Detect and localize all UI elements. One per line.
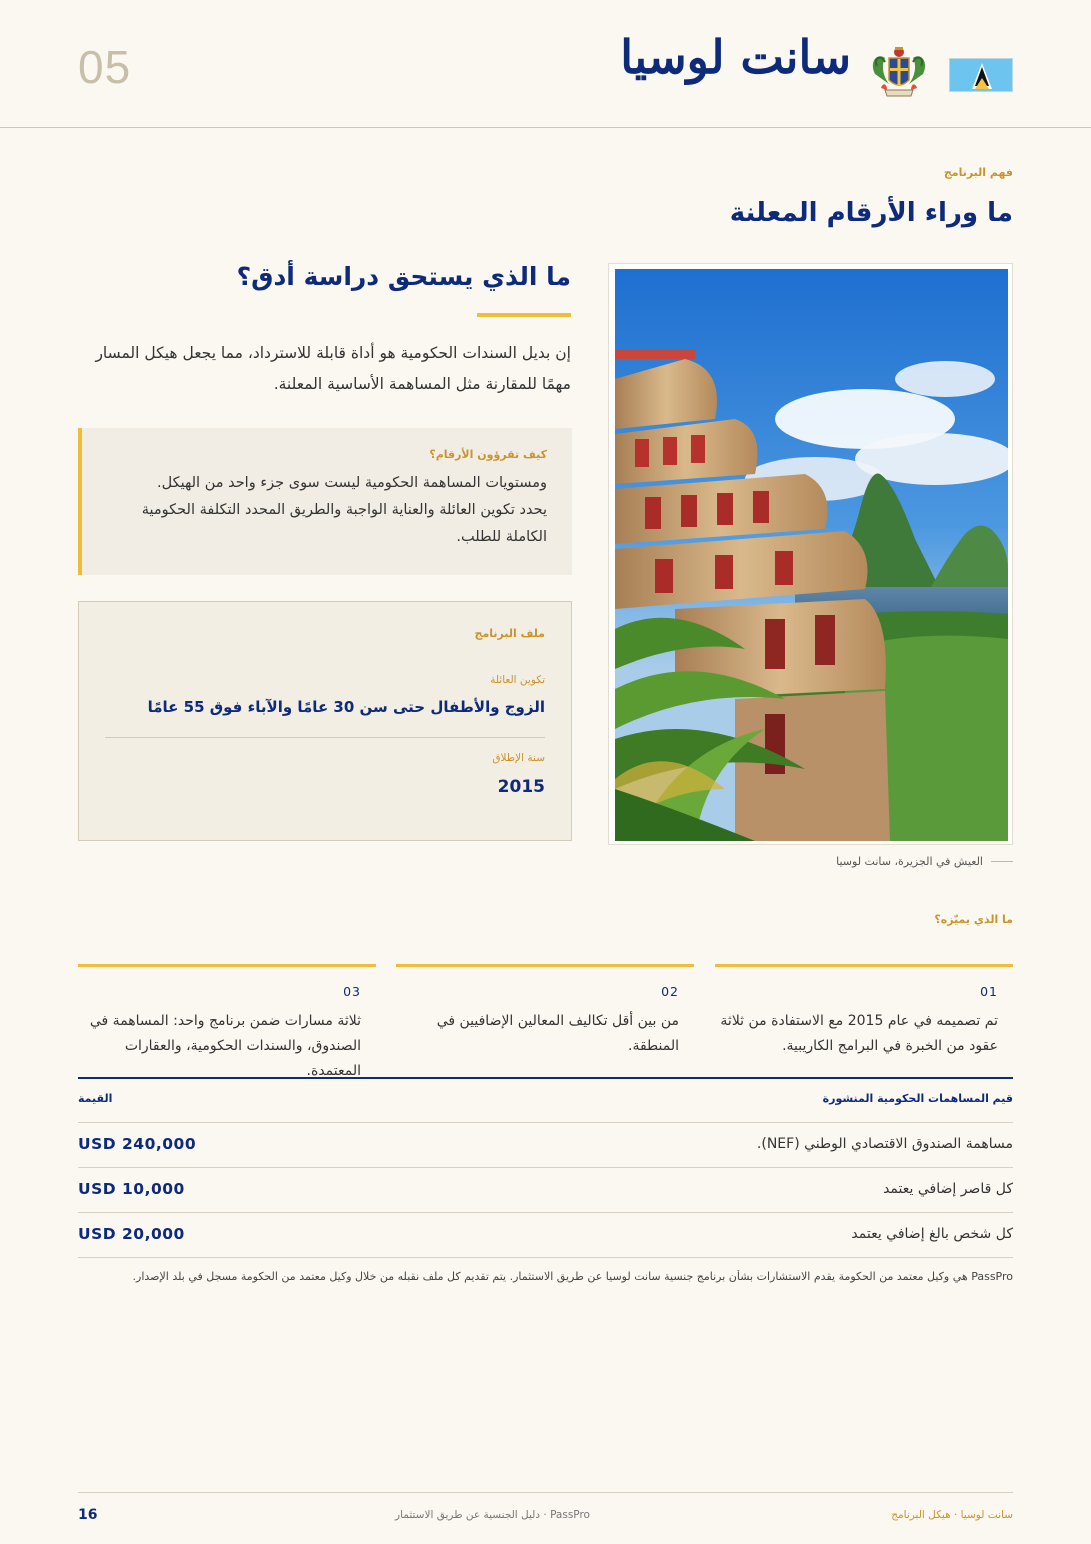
footer-publication: PassPro · دليل الجنسية عن طريق الاستثمار xyxy=(395,1509,590,1521)
section-title: ما وراء الأرقام المعلنة xyxy=(729,198,1013,228)
section-kicker: فهم البرنامج xyxy=(943,166,1013,179)
footer-section: سانت لوسيا · هيكل البرنامج xyxy=(891,1509,1013,1521)
chapter-number: 05 xyxy=(78,41,132,93)
table-header xyxy=(78,1079,1013,1123)
callout-box xyxy=(78,428,572,575)
features-kicker: ما الذي يميّزه؟ xyxy=(934,913,1013,926)
analysis-intro: إن بديل السندات الحكومية هو أداة قابلة للاسترداد، مما يجعل هيكل المسار مهمًا للمقارنة مثل المساهمة الأساسية المعلنة. xyxy=(95,344,571,393)
row-label: كل شخص بالغ إضافي يعتمد xyxy=(851,1226,1013,1242)
row-label: مساهمة الصندوق الاقتصادي الوطني (NEF). xyxy=(756,1136,1013,1152)
title-underline xyxy=(477,313,571,317)
feature-card xyxy=(78,964,376,1079)
caption-line xyxy=(991,861,1013,862)
row-label: كل قاصر إضافي يعتمد xyxy=(883,1181,1013,1197)
program-profile-card xyxy=(78,601,572,841)
feature-text: تم تصميمه في عام 2015 مع الاستفادة من ثلاثة عقود من الخبرة في البرامج الكاريبية. xyxy=(720,1013,998,1054)
launch-value: 2015 xyxy=(497,777,545,797)
feature-number: 02 xyxy=(661,984,679,999)
column-header-item: قيم المساهمات الحكومية المنشورة xyxy=(822,1092,1013,1105)
profile-kicker: ملف البرنامج xyxy=(474,627,545,640)
table-row xyxy=(78,1168,1013,1213)
row-value: USD 20,000 xyxy=(78,1225,185,1243)
country-title: سانت لوسيا xyxy=(620,30,851,84)
feature-card xyxy=(396,964,694,1054)
table-row xyxy=(78,1123,1013,1168)
photo-caption: العيش في الجزيرة، سانت لوسيا xyxy=(836,855,983,868)
feature-card xyxy=(715,964,1013,1054)
family-value: الزوج والأطفال حتى سن 30 عامًا والآباء فوق 55 عامًا xyxy=(147,698,545,716)
island-photo xyxy=(608,263,1013,845)
feature-number: 03 xyxy=(343,984,361,999)
saint-lucia-flag-icon xyxy=(949,58,1013,92)
coat-of-arms-icon xyxy=(867,44,931,104)
analysis-title: ما الذي يستحق دراسة أدق؟ xyxy=(236,262,571,291)
column-header-value: القيمة xyxy=(78,1092,113,1105)
resort-landscape-image xyxy=(615,269,1008,841)
row-value: USD 10,000 xyxy=(78,1180,185,1198)
feature-number: 01 xyxy=(980,984,998,999)
footer-divider xyxy=(78,1492,1013,1493)
launch-label: سنة الإطلاق xyxy=(492,752,545,764)
callout-text: ومستويات المساهمة الحكومية ليست سوى جزء واحد من الهيكل. يحدد تكوين العائلة والعناية الواجبة والطريق المحدد التكلفة الحكومية الكاملة للطلب. xyxy=(141,475,547,545)
feature-text: ثلاثة مسارات ضمن برنامج واحد: المساهمة في الصندوق، والسندات الحكومية، والعقارات المعتمدة. xyxy=(89,1013,361,1079)
family-label: تكوين العائلة xyxy=(490,674,545,686)
footer-page-number: 16 xyxy=(78,1507,98,1523)
disclaimer-text: PassPro هي وكيل معتمد من الحكومة يقدم الاستشارات بشأن برنامج جنسية سانت لوسيا عن طريق الاستثمار. يتم تقديم كل ملف نقبله من خلال وكيل معتمد من الحكومة مسجل في بلد الإصدار. xyxy=(132,1270,1013,1283)
callout-kicker: كيف تقرؤون الأرقام؟ xyxy=(429,448,547,461)
table-row xyxy=(78,1213,1013,1258)
page-header xyxy=(0,0,1091,128)
feature-text: من بين أقل تكاليف المعالين الإضافيين في المنطقة. xyxy=(436,1013,679,1054)
contributions-table xyxy=(78,1077,1013,1258)
profile-divider xyxy=(105,737,545,738)
row-value: USD 240,000 xyxy=(78,1135,197,1153)
